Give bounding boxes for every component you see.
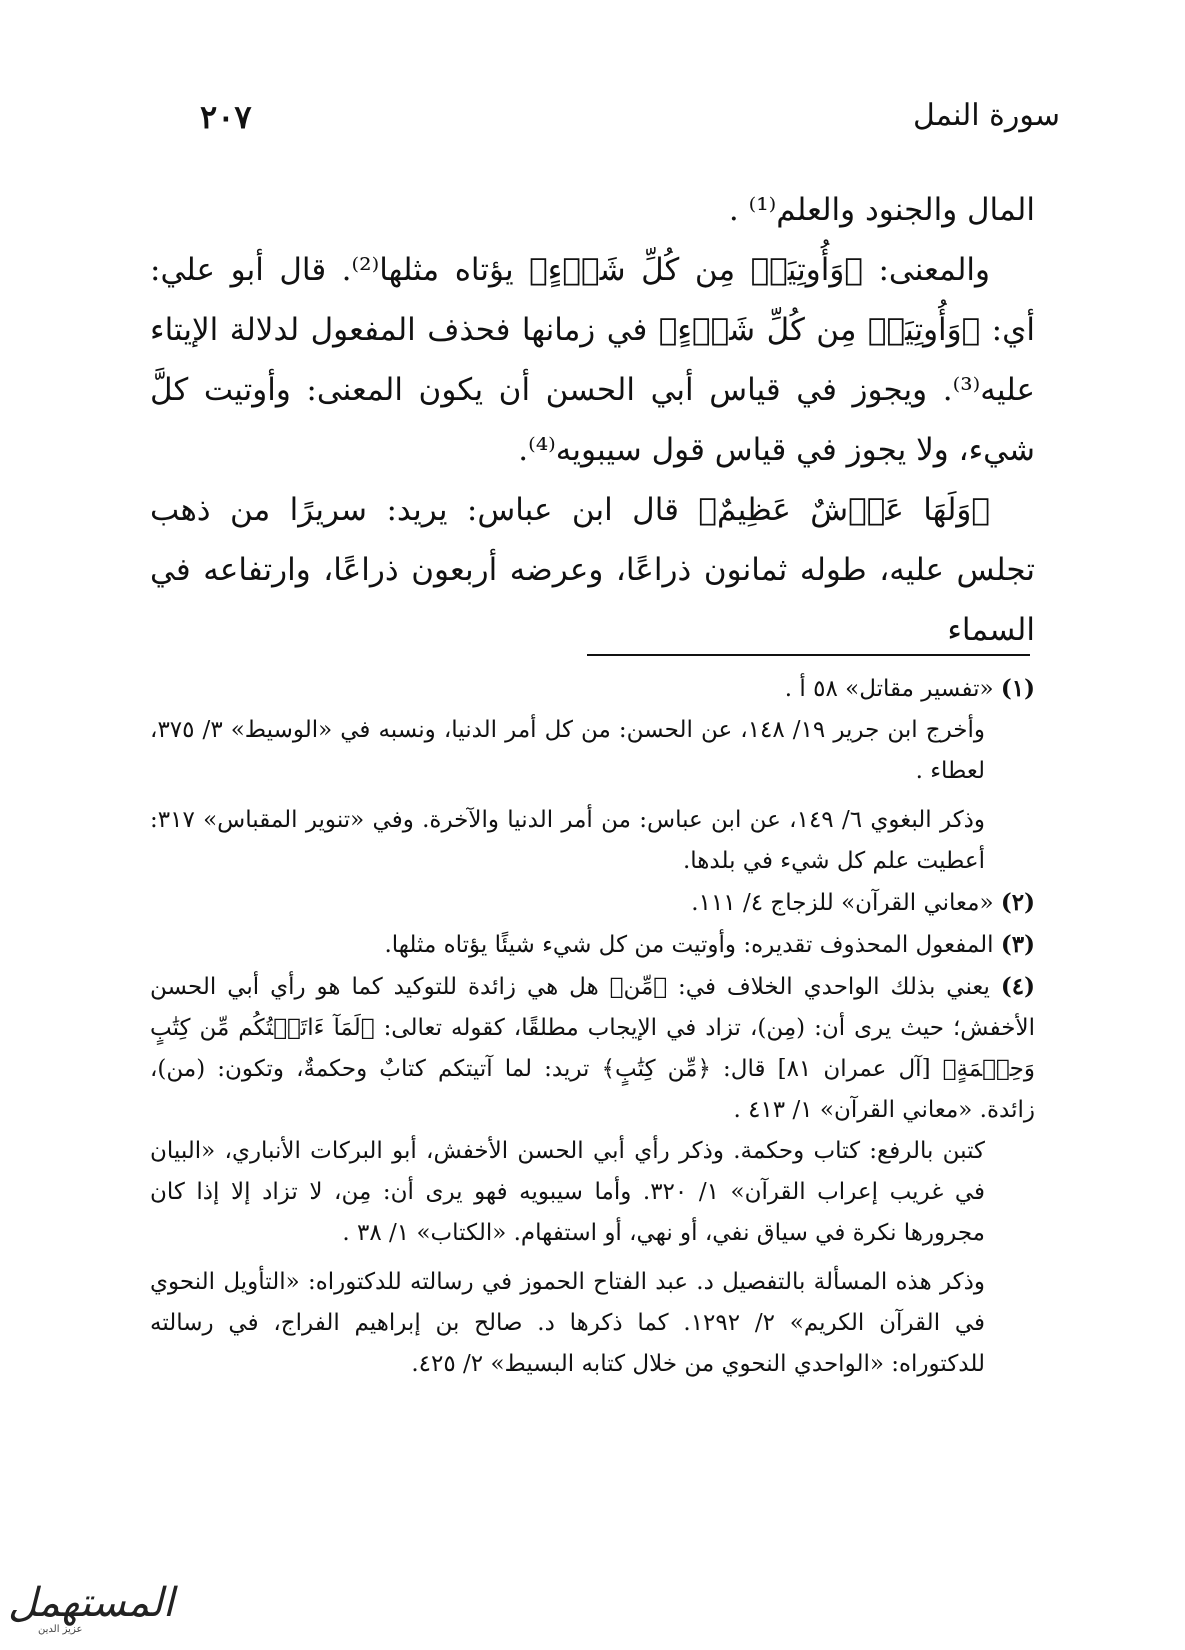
paragraph: والمعنى: ﴿وَأُوتِيَتۡ مِن كُلِّ شَيۡءٍ﴾ يؤتاه مثلها⁽²⁾. قال أبو علي: أي: ﴿وَأُوتِيَتۡ مِن كُلِّ شَيۡءٍ﴾ في زمانها فحذف المفعول لدلالة الإيتاء عليه⁽³⁾. ويجوز في قياس أبي الحسن أن يكون المعنى: وأوتيت كلَّ شيء، ولا يجوز في قياس قول سيبويه⁽⁴⁾. <box>150 252 1035 468</box>
stamp-subtitle: عزيز الدين <box>38 1624 83 1635</box>
main-text <box>150 180 1035 660</box>
footnote-number: (٢) <box>1000 889 1035 916</box>
footnote-number: (٤) <box>1000 973 1035 1000</box>
footnote-divider <box>587 654 1030 656</box>
footnote-number: (١) <box>1000 675 1035 702</box>
footnote <box>150 882 1035 924</box>
footnote-continuation: وأخرج ابن جرير ١٩/ ١٤٨، عن الحسن: من كل أمر الدنيا، ونسبه في «الوسيط» ٣/ ٣٧٥، لعطاء . <box>150 717 986 784</box>
surah-title: سورة النمل <box>913 98 1060 133</box>
footnote-text: المفعول المحذوف تقديره: وأوتيت من كل شيء شيئًا يؤتاه مثلها. <box>384 932 994 958</box>
footnote-text: «معاني القرآن» للزجاج ٤/ ١١١. <box>691 890 994 916</box>
paragraph: ﴿وَلَهَا عَرۡشٌ عَظِيمٌ﴾ قال ابن عباس: يريد: سريرًا من ذهب تجلس عليه، طوله ثمانون ذراعًا، وعرضه أربعون ذراعًا، وارتفاعه في السماء <box>150 492 1035 648</box>
footnote <box>150 668 1035 710</box>
footnotes <box>150 668 1035 1385</box>
stamp-title: المستهمل <box>8 1580 175 1626</box>
footnote-text: يعني بذلك الواحدي الخلاف في: ﴿مِّن﴾ هل هي زائدة للتوكيد كما هو رأي أبي الحسن الأخفش؛ حيث يرى أن: (مِن)، تزاد في الإيجاب مطلقًا، كقوله تعالى: ﴿لَمَآ ءَاتَيۡتُكُم مِّن كِتَٰبٍ وَحِكۡمَةٍ﴾ [آل عمران ٨١] قال: ﴿مِّن كِتَٰبٍ﴾ تريد: لما آتيتكم كتابٌ وحكمةٌ، وتكون: (من)، زائدة. «معاني القرآن» ١/ ٤١٣ . <box>150 974 1036 1123</box>
footnote-text: «تفسير مقاتل» ٥٨ أ . <box>784 676 994 702</box>
footnote-continuation: كتبن بالرفع: كتاب وحكمة. وذكر رأي أبي الحسن الأخفش، أبو البركات الأنباري، «البيان في غريب إعراب القرآن» ١/ ٣٢٠. وأما سيبويه فهو يرى أن: مِن، لا تزاد إلا إذا كان مجرورها نكرة في سياق نفي، أو نهي، أو استفهام. «الكتاب» ١/ ٣٨ . <box>150 1138 986 1246</box>
library-stamp-logo <box>8 1580 175 1640</box>
footnote-continuation: وذكر البغوي ٦/ ١٤٩، عن ابن عباس: من أمر الدنيا والآخرة. وفي «تنوير المقباس» ٣١٧: أعطيت علم كل شيء في بلدها. <box>150 807 985 874</box>
footnote <box>150 924 1035 966</box>
footnote-continuation: وذكر هذه المسألة بالتفصيل د. عبد الفتاح الحموز في رسالته للدكتوراه: «التأويل النحوي في القرآن الكريم» ٢/ ١٢٩٢. كما ذكرها د. صالح بن إبراهيم الفراج، في رسالته للدكتوراه: «الواحدي النحوي من خلال كتابه البسيط» ٢/ ٤٢٥. <box>150 1269 986 1377</box>
footnote <box>150 966 1035 1131</box>
footnote-number: (٣) <box>1000 931 1035 958</box>
paragraph: المال والجنود والعلم⁽¹⁾ . <box>728 192 1035 228</box>
page-number: ٢٠٧ <box>200 98 252 136</box>
